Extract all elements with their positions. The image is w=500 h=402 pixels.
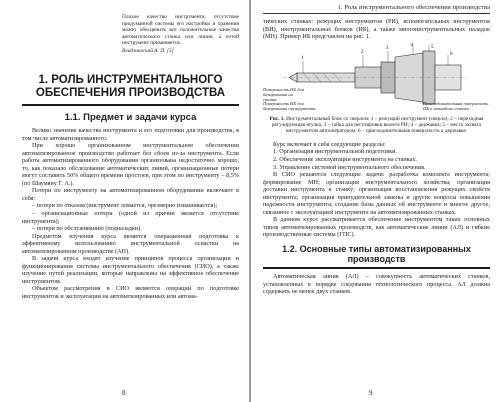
paragraph: Потери по инструменту на автоматизированном оборудовании включают в себя: — [22, 187, 239, 202]
figure-label: 5 — [431, 44, 434, 50]
caption-text: Инструментальный блок со сверлом: 1 – режущий инструмент (сверло); 2 – переходная регулирующая втулка; 3 – гайка для регулировки вылета РИ; 4 – державка; 5 – место захвата инструментом автооператором; 6 – присоединительная поверхность к державке. — [271, 115, 484, 135]
page-number: 9 — [369, 389, 373, 397]
epigraph: Плохое качество инструмента, отсутствие продуманной системы его настройки и хранения может обесценить все положительные качества автоматического станка или линии, а котой инструмент применяется. — [122, 14, 239, 47]
chapter-rule — [22, 104, 239, 106]
figure-label: 2 — [361, 49, 364, 55]
figure-note: Присоединительная поверхность ИБ к шпинделю станка — [423, 100, 489, 111]
course-intro: Курс включает в себя следующие разделы: — [273, 140, 386, 148]
figure-caption — [263, 116, 490, 135]
course-item: 1. Организация инструментальной подготовки. — [273, 148, 398, 156]
right-body-2 — [263, 273, 490, 296]
figure-label: 3 — [386, 45, 389, 51]
figure-note: Поверхность ИБ для базирования инструмента — [263, 100, 316, 111]
tool-block-figure — [263, 43, 490, 113]
right-page — [251, 0, 500, 402]
list-item: – организационные потери (одной из причин является отсутствие инструмента); — [22, 209, 239, 225]
paragraph: Автоматическая линия (АЛ) – совокупность автоматических станков, установленных в порядке следования технологического процесса. АЛ должна содержать не менее двух станков. — [263, 272, 490, 296]
section-rule — [263, 267, 490, 269]
paragraph: Предметом изучения курса является операционная подготовка к эффективному использованию инструментальной оснастки на автоматизированном производстве (АП). — [22, 232, 239, 255]
list-item: – потери по отказам (инструмент ломается, чрезмерно изнашивается); — [32, 202, 218, 210]
course-item: 2. Обеспечение эксплуатации инструмента на станках. — [273, 155, 418, 163]
right-intro: тических станках: режущих инструментов (РИ), вспомогательных инструментов (ВИ), инструментальных блоков (ИБ), а также многоинструментальных наладок (МН). Пример ИБ представлен на рис. 1. — [263, 18, 490, 41]
list-item: – потери по обслуживанию (подналадки). — [32, 225, 142, 233]
section-title: 1.2. Основные типы автоматизированных производств — [282, 243, 471, 265]
paragraph: Объектом рассмотрения в СИО являются операции по подготовке инструментов и эксплуатации на автоматизированных или автома- — [22, 285, 239, 300]
caption-title: Рис. 1. — [269, 115, 285, 122]
left-page — [0, 0, 249, 402]
paragraph: В данном курсе рассматривается обеспечение инструментом таких основных типов автоматизированных производств, как автоматические линии (АЛ) и гибкие производственные системы (ГПС). — [263, 216, 490, 239]
figure-label: 4 — [411, 42, 414, 48]
paragraph: Велико значение качества инструмента и его подготовки для производства, в том числе автоматизированного. — [22, 126, 239, 142]
figure-label: 1 — [301, 55, 304, 61]
section-title: 1.1. Предмет и задачи курса — [64, 111, 197, 123]
course-item: 3. Управление системой инструментального обеспечения. — [273, 163, 426, 171]
left-body — [22, 127, 239, 301]
running-header: 1. Роль инструментального обеспечения производства — [263, 4, 490, 14]
paragraph: В СИО решаются следующие задачи: разработка комплекта инструмента; формирование МН; организация инструментального хозяйства; организация доставки инструмента к станку; организация восстановления режущих свойств инструмента; организация принудительной замены и другие вопросы повышения надежности инструмента; создание базы данных об инструменте и многое другое, связанное с эксплуатацией инструмента на автоматизированных станках. — [263, 171, 490, 216]
figure-label: 6 — [450, 51, 453, 57]
figure-note: Поверхность ИБ для базирования на станке — [263, 86, 304, 102]
right-body — [263, 141, 490, 239]
epigraph-author: Владзиевский А. П. [3] — [122, 47, 174, 54]
paragraph: При хорошо организованном инструментальном обеспечении автоматизированное производство работает без сбоев из-за инструмента. Если работа автоматизированного оборудования организована недостаточно хорошо, то, как показало обследование автоматических линий, организационные потери могут составить 50% общего времени простоев, при этом по инструменту – 8,5% (по Шаумяну Г. А.). — [22, 142, 239, 187]
paragraph: В задачи курса входят изучение принципов процесса организации и функционирования системы инструментального обеспечения (СИО), а также изучение путей реализации, которые направлены на эффективное обеспечение инструментом. — [22, 255, 239, 285]
page-number: 8 — [122, 389, 126, 397]
chapter-title: 1. РОЛЬ ИНСТРУМЕНТАЛЬНОГО ОБЕСПЕЧЕНИЯ ПРОИЗВОДСТВА — [35, 73, 226, 100]
